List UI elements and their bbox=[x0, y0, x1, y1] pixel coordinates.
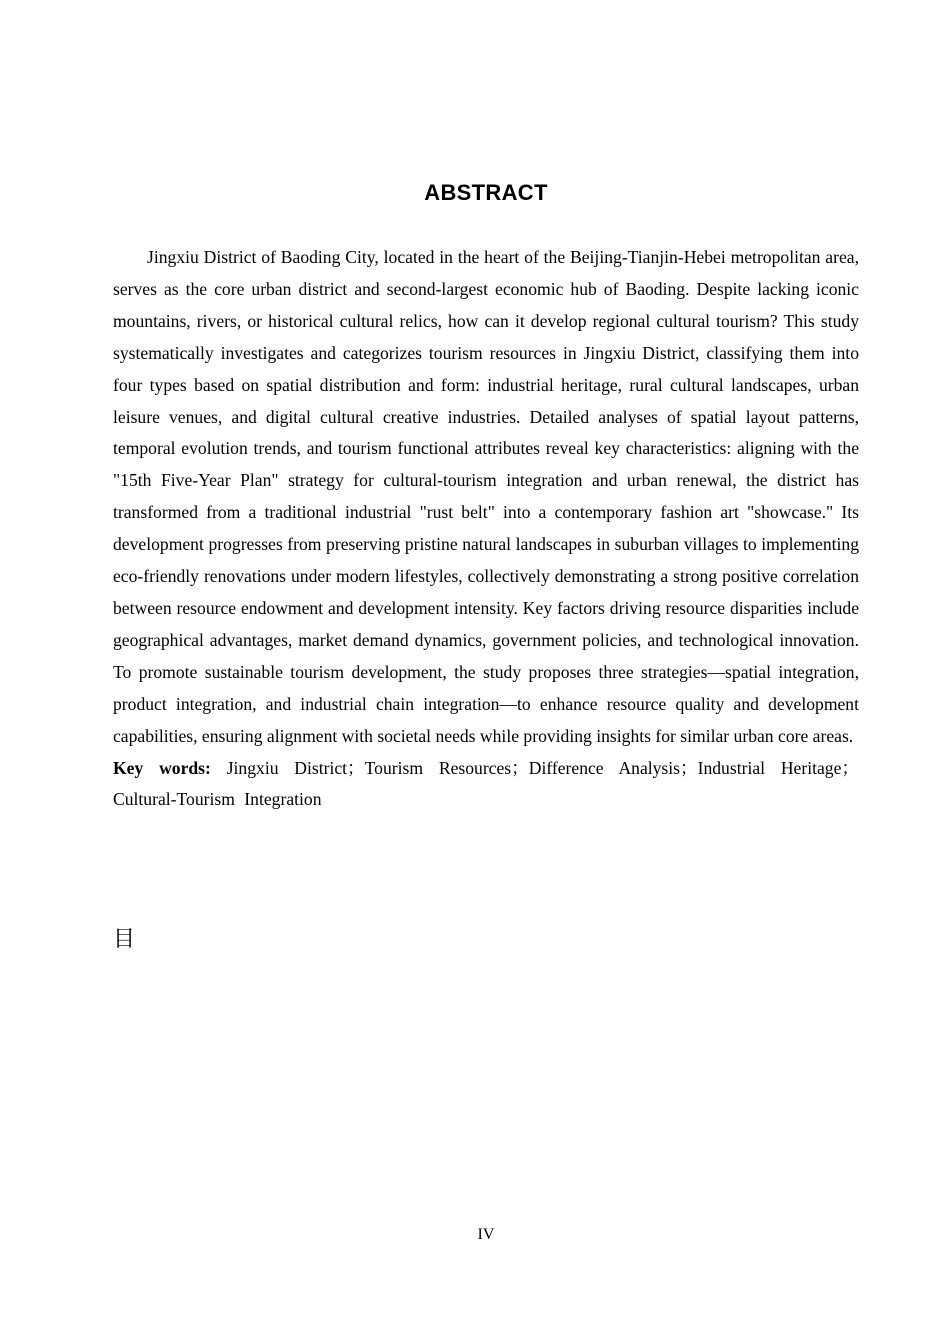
keywords-line bbox=[113, 753, 859, 817]
keywords-text: Jingxiu District；Tourism Resources；Difference Analysis；Industrial Heritage；Cultural-Tourism Integration bbox=[113, 757, 859, 810]
abstract-title: ABSTRACT bbox=[424, 180, 548, 205]
toc-heading-fragment: 目 bbox=[113, 927, 136, 952]
keywords-label: Key words: bbox=[113, 757, 211, 778]
abstract-body bbox=[113, 242, 859, 816]
abstract-paragraph: Jingxiu District of Baoding City, located in the heart of the Beijing-Tianjin-Hebei metropolitan area, serves as the core urban district and second-largest economic hub of Baoding. Despite lacking iconic mountains, rivers, or historical cultural relics, how can it develop regional cultural tourism? This study systematically investigates and categorizes tourism resources in Jingxiu District, classifying them into four types based on spatial distribution and form: industrial heritage, rural cultural landscapes, urban leisure venues, and digital cultural creative industries. Detailed analyses of spatial layout patterns, temporal evolution trends, and tourism functional attributes reveal key characteristics: aligning with the "15th Five-Year Plan" strategy for cultural-tourism integration and urban renewal, the district has transformed from a traditional industrial "rust belt" into a contemporary fashion art "showcase." Its development progresses from preserving pristine natural landscapes in suburban villages to implementing eco-friendly renovations under modern lifestyles, collectively demonstrating a strong positive correlation between resource endowment and development intensity. Key factors driving resource disparities include geographical advantages, market demand dynamics, government policies, and technological innovation. To promote sustainable tourism development, the study proposes three strategies—spatial integration, product integration, and industrial chain integration—to enhance resource quality and development capabilities, ensuring alignment with societal needs while providing insights for similar urban core areas. bbox=[113, 247, 859, 746]
page-number: IV bbox=[477, 1226, 495, 1243]
